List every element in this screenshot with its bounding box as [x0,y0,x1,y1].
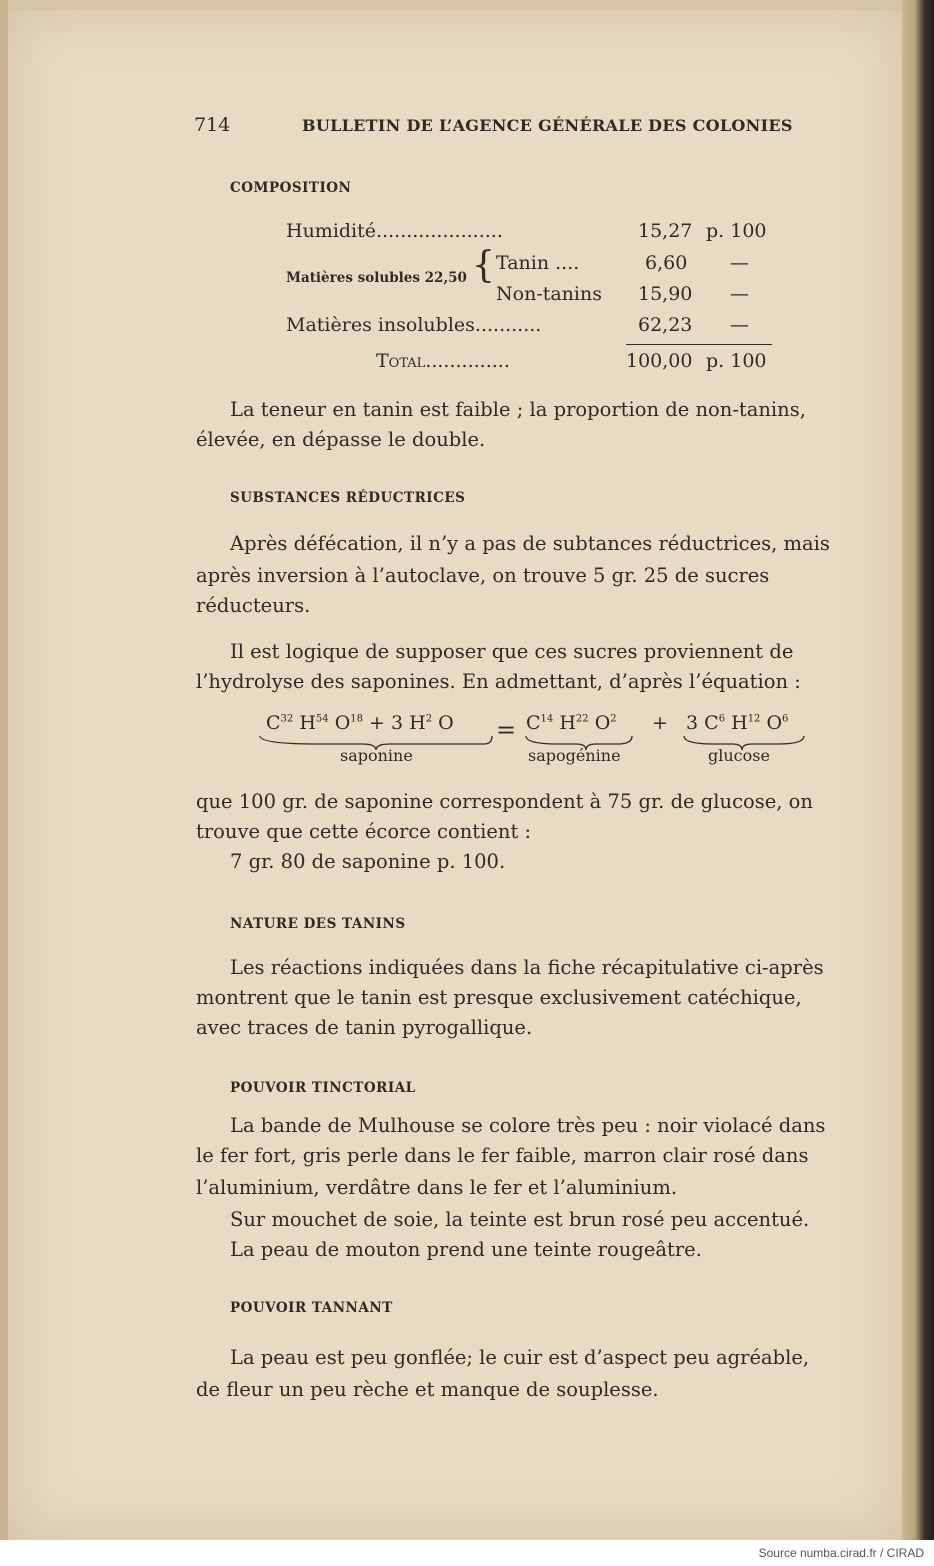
row-label-total: Total.............. [376,350,510,372]
tinctorial-line3: l’aluminium, verdâtre dans le fer et l’aluminium. [196,1176,678,1199]
row-value-total: 100,00 [626,350,693,372]
equation-label-saponine: saponine [340,746,413,765]
para2-line3: 7 gr. 80 de saponine p. 100. [230,850,506,873]
substances-p2-line1: Il est logique de supposer que ces sucres proviennent de [230,640,794,663]
row-label-insolubles: Matières insolubles........... [286,314,542,336]
equation-glucose-formula: 3 $C^6$ $H^{12}$ $O^6$ [686,712,789,734]
nature-line2: montrent que le tanin est presque exclusivement catéchique, [196,986,802,1009]
tannant-line2: de fleur un peu rèche et manque de souplesse. [196,1378,659,1401]
para1-line1: La teneur en tanin est faible ; la proportion de non-tanins, [230,398,806,421]
tinctorial-line1: La bande de Mulhouse se colore très peu : noir violacé dans [230,1114,826,1137]
source-credit: Source numba.cirad.fr / CIRAD [758,1546,924,1560]
row-label-humidite: Humidité..................... [286,220,503,242]
row-value-tanin: 6,60 [645,252,688,274]
page-number: 714 [194,114,231,136]
tinctorial-line5: La peau de mouton prend une teinte rougeâtre. [230,1238,702,1261]
section-heading-tannant: POUVOIR TANNANT [230,1300,393,1316]
row-unit-total: p. 100 [706,350,767,372]
row-value-humidite: 15,27 [638,220,693,242]
section-heading-substances: SUBSTANCES RÉDUCTRICES [230,490,466,506]
left-brace: { [472,245,495,286]
running-title: BULLETIN DE L’AGENCE GÉNÉRALE DES COLONIES [302,116,793,135]
row-label-tanin: Tanin .... [496,252,580,274]
book-binding-edge [902,0,934,1540]
section-heading-composition: COMPOSITION [230,180,352,196]
substances-p2-line2: l’hydrolyse des saponines. En admettant, d’après l’équation : [196,670,801,693]
row-unit-humidite: p. 100 [706,220,767,242]
row-unit-nontanins: — [730,283,749,305]
equation-label-sapogenine: sapogénine [528,746,621,765]
nature-line1: Les réactions indiquées dans la fiche récapitulative ci-après [230,956,824,979]
equation-sapogenine-formula: $C^{14}$ $H^{22}$ $O^2$ [526,712,617,734]
row-unit-insolubles: — [730,314,749,336]
row-value-insolubles: 62,23 [638,314,693,336]
equation-plus: + [652,712,668,734]
row-label-solubles: Matières solubles 22,50 [286,270,467,286]
row-value-nontanins: 15,90 [638,283,693,305]
row-label-nontanins: Non-tanins [496,283,602,305]
equation-label-glucose: glucose [708,746,770,765]
tannant-line1: La peau est peu gonflée; le cuir est d’aspect peu agréable, [230,1346,810,1369]
section-heading-nature: NATURE DES TANINS [230,916,406,932]
substances-p1-line2: après inversion à l’autoclave, on trouve 5 gr. 25 de sucres [196,564,770,587]
substances-p1-line3: réducteurs. [196,594,311,617]
equation-equals: = [496,716,517,744]
tinctorial-line2: le fer fort, gris perle dans le fer faible, marron clair rosé dans [196,1144,809,1167]
para2-line1: que 100 gr. de saponine correspondent à 75 gr. de glucose, on [196,790,813,813]
total-rule [626,344,772,345]
equation-saponine-formula: $C^{32}$ $H^{54}$ $O^{18} + 3$ $H^2$ O [266,712,454,734]
para2-line2: trouve que cette écorce contient : [196,820,532,843]
para1-line2: élevée, en dépasse le double. [196,428,486,451]
row-unit-tanin: — [730,252,749,274]
substances-p1-line1: Après défécation, il n’y a pas de subtances réductrices, mais [230,532,830,555]
nature-line3: avec traces de tanin pyrogallique. [196,1016,533,1039]
section-heading-tinctorial: POUVOIR TINCTORIAL [230,1080,416,1096]
page-left-edge [0,0,8,1540]
tinctorial-line4: Sur mouchet de soie, la teinte est brun rosé peu accentué. [230,1208,810,1231]
